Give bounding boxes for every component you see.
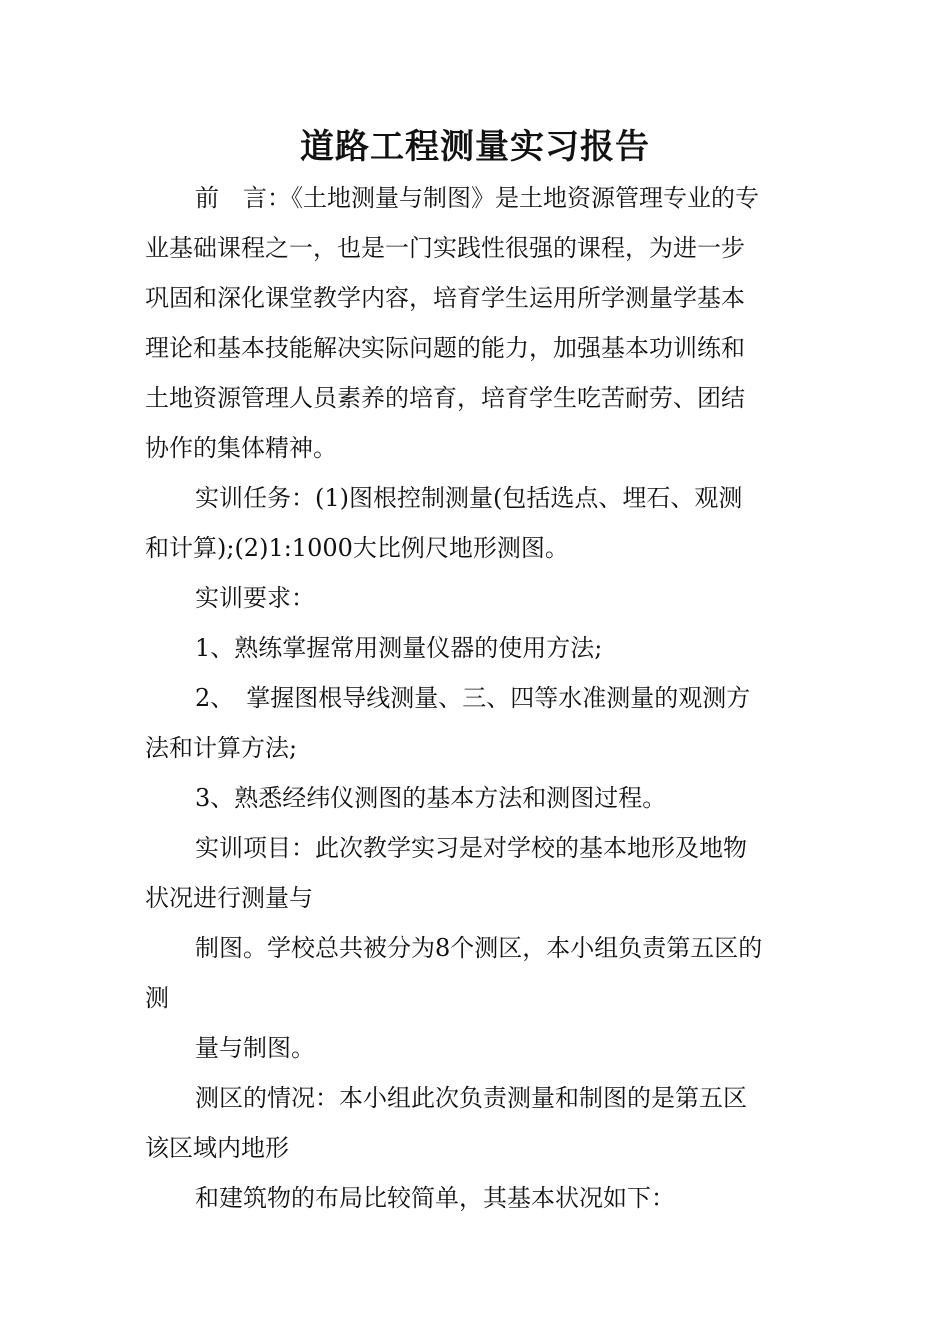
paragraph-line: 状况进行测量与: [145, 884, 313, 912]
paragraph-line: 测区的情况：本小组此次负责测量和制图的是第五区: [195, 1084, 747, 1112]
paragraph-line: 和建筑物的布局比较简单，其基本状况如下：: [195, 1184, 675, 1212]
paragraph-line: 土地资源管理人员素养的培育，培育学生吃苦耐劳、团结: [145, 384, 745, 412]
paragraph-line: 制图。学校总共被分为8个测区，本小组负责第五区的: [195, 934, 763, 962]
paragraph-line: 实训项目：此次教学实习是对学校的基本地形及地物: [195, 834, 747, 862]
paragraph-line: 和计算);(2)1:1000大比例尺地形测图。: [145, 534, 569, 562]
paragraph-line: 业基础课程之一，也是一门实践性很强的课程，为进一步: [145, 234, 745, 262]
paragraph-line: 实训要求：: [195, 584, 315, 612]
list-item: 3、熟悉经纬仪测图的基本方法和测图过程。: [195, 784, 667, 812]
paragraph-line: 测: [145, 984, 169, 1012]
paragraph-line: 实训任务：(1)图根控制测量(包括选点、埋石、观测: [195, 484, 743, 512]
paragraph-line: 该区域内地形: [145, 1134, 289, 1162]
list-item: 2、 掌握图根导线测量、三、四等水准测量的观测方: [195, 684, 751, 712]
list-item: 1、熟练掌握常用测量仪器的使用方法;: [195, 634, 603, 662]
paragraph-line: 巩固和深化课堂教学内容，培育学生运用所学测量学基本: [145, 284, 745, 312]
paragraph-line: 量与制图。: [195, 1034, 315, 1062]
document-title: 道路工程测量实习报告: [300, 127, 650, 167]
paragraph-line: 协作的集体精神。: [145, 434, 337, 462]
paragraph-line: 法和计算方法;: [145, 734, 298, 762]
paragraph-line: 前 言：《土地测量与制图》是土地资源管理专业的专: [195, 184, 759, 212]
paragraph-line: 理论和基本技能解决实际问题的能力，加强基本功训练和: [145, 334, 745, 362]
